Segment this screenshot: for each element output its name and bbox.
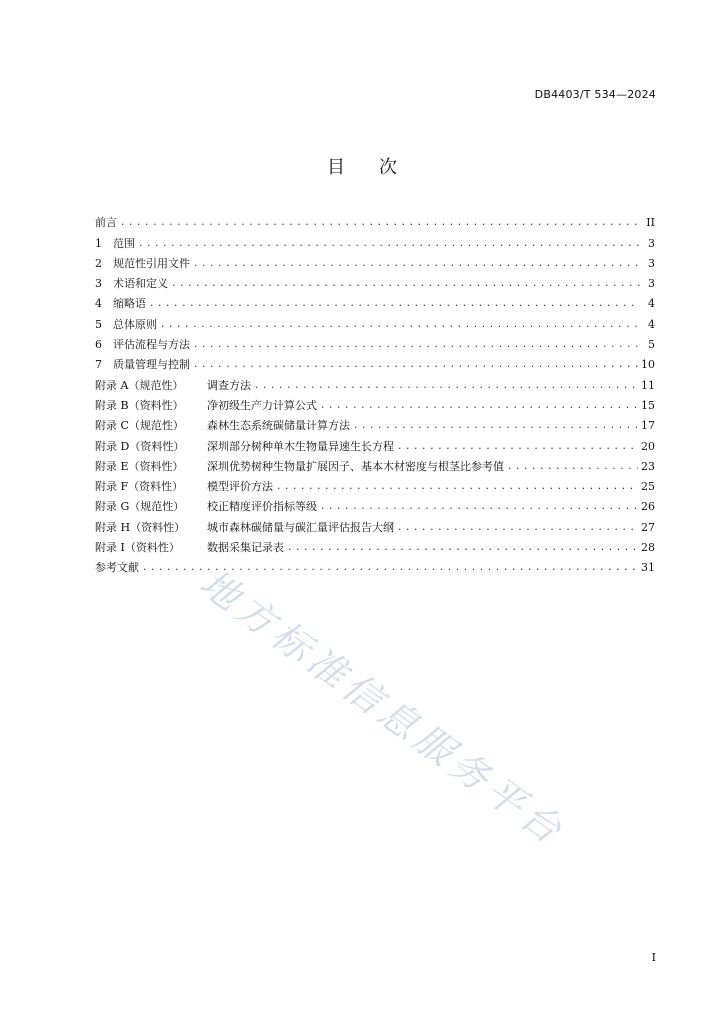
toc-label: 校正精度评价指标等级: [207, 500, 317, 514]
toc-number: 1: [95, 236, 102, 250]
toc-label: 森林生态系统碳储量计算方法: [207, 419, 350, 433]
toc-page: 11: [641, 378, 655, 392]
toc-item[interactable]: [95, 555, 655, 575]
toc-leader-dots: [171, 277, 640, 291]
table-of-contents: [95, 210, 655, 575]
toc-label: 范围: [113, 236, 135, 250]
toc-page: II: [646, 216, 655, 230]
document-code: DB4403/T 534—2024: [534, 88, 656, 101]
toc-annex-tag: 附录 A（规范性）: [95, 378, 184, 392]
toc-page: 10: [641, 358, 655, 372]
toc-item[interactable]: [95, 230, 655, 250]
toc-page: 4: [648, 317, 655, 331]
toc-page: 3: [648, 236, 655, 250]
toc-label: 质量管理与控制: [113, 358, 190, 372]
toc-leader-dots: [287, 541, 638, 555]
toc-page: 3: [648, 256, 655, 270]
toc-item[interactable]: [95, 251, 655, 271]
toc-annex-tag: 附录 E（资料性）: [95, 459, 184, 473]
toc-page: 26: [641, 500, 655, 514]
toc-leader-dots: [138, 237, 640, 251]
toc-leader-dots: [397, 440, 638, 454]
toc-page: 20: [641, 439, 655, 453]
toc-item[interactable]: [95, 393, 655, 413]
toc-item[interactable]: [95, 433, 655, 453]
toc-label: 参考文献: [95, 561, 139, 575]
toc-label: 调查方法: [207, 378, 251, 392]
toc-leader-dots: [507, 460, 638, 474]
toc-number: 5: [95, 317, 102, 331]
toc-annex-tag: 附录 F（资料性）: [95, 480, 184, 494]
toc-annex-tag: 附录 D（资料性）: [95, 439, 185, 453]
toc-annex-tag: 附录 G（规范性）: [95, 500, 185, 514]
toc-leader-dots: [397, 521, 638, 535]
toc-leader-dots: [320, 500, 638, 514]
toc-item[interactable]: [95, 494, 655, 514]
page-title: 目次: [327, 157, 431, 178]
toc-page: 4: [648, 297, 655, 311]
toc-page: 15: [641, 398, 655, 412]
toc-label: 数据采集记录表: [207, 541, 284, 555]
toc-page: 27: [641, 520, 655, 534]
toc-page: 28: [641, 541, 655, 555]
toc-page: 31: [641, 561, 655, 575]
toc-label: 净初级生产力计算公式: [207, 398, 317, 412]
toc-leader-dots: [160, 318, 640, 332]
toc-label: 术语和定义: [113, 277, 168, 291]
toc-page: 23: [641, 459, 655, 473]
toc-page: 3: [648, 277, 655, 291]
toc-annex-tag: 附录 H（资料性）: [95, 520, 186, 534]
toc-label: 深圳优势树种生物量扩展因子、基本木材密度与根茎比参考值: [207, 459, 504, 473]
toc-item[interactable]: [95, 535, 655, 555]
toc-leader-dots: [353, 419, 638, 433]
toc-label: 前言: [95, 216, 117, 230]
toc-leader-dots: [193, 358, 638, 372]
toc-page: 5: [648, 338, 655, 352]
watermark-text: 地方标准信息服务平台: [192, 560, 574, 855]
toc-label: 总体原则: [113, 317, 157, 331]
toc-leader-dots: [193, 338, 640, 352]
toc-item[interactable]: [95, 291, 655, 311]
toc-leader-dots: [320, 399, 638, 413]
toc-label: 缩略语: [113, 297, 146, 311]
toc-page: 17: [641, 419, 655, 433]
toc-leader-dots: [193, 257, 640, 271]
toc-leader-dots: [276, 480, 638, 494]
toc-number: 4: [95, 297, 102, 311]
page-number: I: [651, 951, 656, 964]
toc-item[interactable]: [95, 514, 655, 534]
toc-annex-tag: 附录 I（资料性）: [95, 541, 180, 555]
toc-number: 6: [95, 338, 102, 352]
toc-item[interactable]: [95, 454, 655, 474]
toc-item[interactable]: [95, 413, 655, 433]
toc-page: 25: [641, 480, 655, 494]
toc-item[interactable]: [95, 372, 655, 392]
toc-label: 规范性引用文件: [113, 256, 190, 270]
toc-item[interactable]: [95, 311, 655, 331]
toc-item[interactable]: [95, 352, 655, 372]
toc-number: 2: [95, 256, 102, 270]
toc-leader-dots: [149, 297, 640, 311]
toc-item[interactable]: [95, 210, 655, 230]
toc-label: 模型评价方法: [207, 480, 273, 494]
toc-item[interactable]: [95, 332, 655, 352]
toc-item[interactable]: [95, 271, 655, 291]
toc-number: 7: [95, 358, 102, 372]
toc-label: 城市森林碳储量与碳汇量评估报告大纲: [207, 520, 394, 534]
toc-annex-tag: 附录 C（规范性）: [95, 419, 184, 433]
toc-item[interactable]: [95, 474, 655, 494]
toc-label: 深圳部分树种单木生物量异速生长方程: [207, 439, 394, 453]
toc-label: 评估流程与方法: [113, 338, 190, 352]
toc-annex-tag: 附录 B（资料性）: [95, 398, 184, 412]
toc-number: 3: [95, 277, 102, 291]
toc-leader-dots: [120, 216, 640, 230]
toc-leader-dots: [254, 379, 638, 393]
